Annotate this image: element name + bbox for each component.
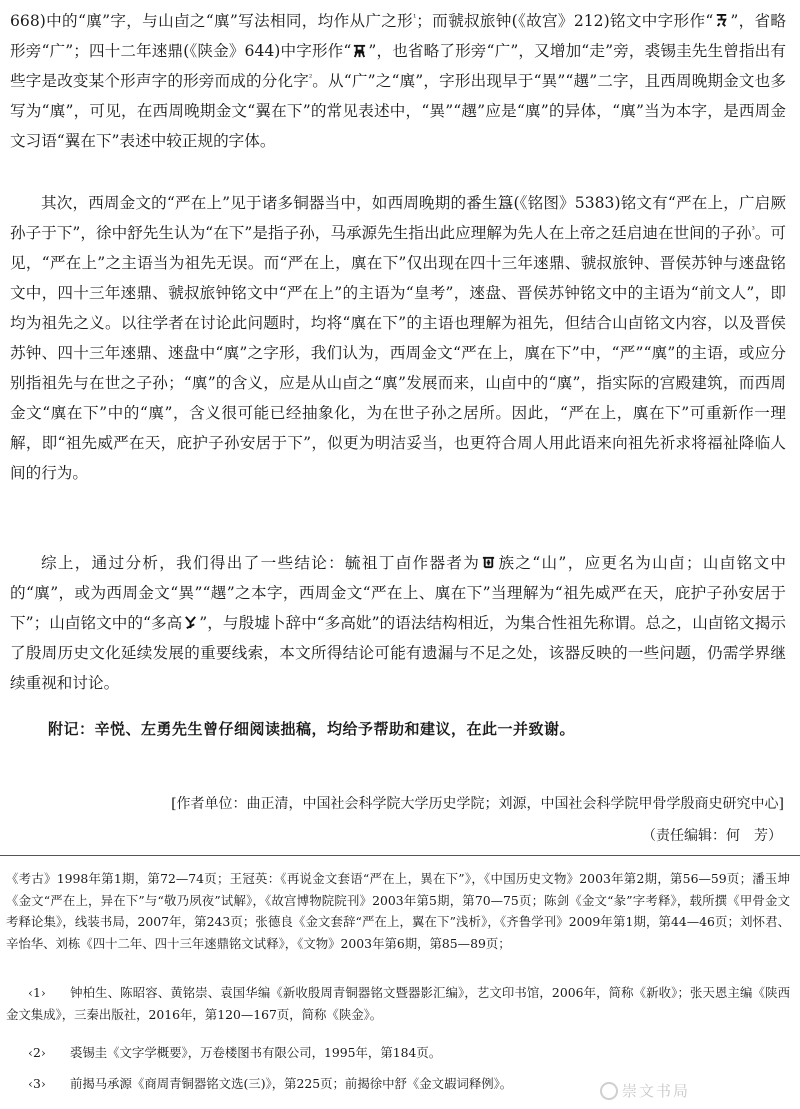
footnote-2 — [6, 1042, 790, 1064]
footnote-text: 钟柏生、陈昭容、黄铭崇、袁国华编《新收殷周青铜器铭文暨器影汇编》，艺文印书馆，2006年，简称《新收》；张天恩主编《陕西金文集成》，三秦出版社，2016年，第120—167页，简称《陕金》。 — [6, 985, 790, 1022]
footnote-continuation: 《考古》1998年第1期，第72—74页；王冠英：《再说金文套语“严在上，異在下”》，《中国历史文物》2003年第2期，第56—59页；潘玉坤《金文“严在上，异在下”与“敬乃夙夜”试解》，《故宫博物院院刊》2003年第5期，第70—75页；陈剑《金文“彖”字考释》，载所撰《甲骨金文考释论集》，线装书局，2007年，第243页；张德良《金文套辞“严在上，翼在下”浅析》，《齐鲁学刊》2009年第1期，第44—46页；刘怀君、辛怡华、刘栋《四十二年、四十三年逨鼎铭文试释》，《文物》2003年第6期，第85—89页； — [6, 871, 790, 951]
text-run: ”，省略形旁“广”；四十二年逨鼎(《陕金》644)中字形作“ — [10, 12, 786, 60]
text-run: ”，与殷墟卜辞中“多高妣”的语法结构相近，为集合性祖先称谓。总之，山卣铭文揭示了殷周历史文化延续发展的重要线索，本文所得结论可能有遗漏与不足之处，该器反映的一些问题，仍需学界继续重视和讨论。 — [10, 614, 786, 692]
text-run: ；而虢叔旅钟(《故宫》212)铭文中字形作“ — [416, 12, 714, 30]
body-paragraph-2 — [10, 188, 786, 488]
text-run: 668)中的“廙”字，与山卣之“廙”写法相同，均作从广之形 — [10, 12, 414, 30]
ancestor-glyph-icon — [183, 615, 198, 630]
watermark-text: 崇文书局 — [622, 1082, 691, 1100]
bronze-glyph-icon — [714, 13, 729, 28]
footnote-ref-1[interactable]: ¹ — [413, 12, 417, 22]
acknowledgement: 附记：辛悦、左勇先生曾仔细阅读拙稿，均给予帮助和建议，在此一并致谢。 — [48, 720, 576, 738]
body-paragraph-1 — [10, 6, 786, 156]
footnote-number: ‹1› — [28, 985, 46, 1000]
clan-glyph-icon — [481, 555, 496, 570]
text-run: 综上，通过分析，我们得出了一些结论：毓祖丁卣作器者为 — [41, 554, 481, 572]
footnote-1 — [6, 982, 790, 1025]
text-run: 其次，西周金文的“严在上”见于诸多铜器当中，如西周晚期的番生簋(《铭图》5383)铭文有“严在上，广启厥孙子于下”，徐中舒先生认为“在下”是指子孙，马承源先生指出此应理解为先人在上帝之廷启迪在世间的子孙 — [10, 194, 786, 242]
text-run: 族之“山”，应更名为山卣；山卣铭文中的“廙”，或为西周金文“異”“趩”之本字，西周金文“严在上、廙在下”当理解为“祖先威严在天，庇护子孙安居于下”；山卣铭文中的“多高 — [10, 554, 786, 632]
footnote-text: 前揭马承源《商周青铜器铭文选(三)》，第225页；前揭徐中舒《金文嘏词释例》。 — [70, 1076, 513, 1091]
bronze-glyph-icon — [352, 43, 367, 58]
footnote-text: 裘锡圭《文字学概要》，万卷楼图书有限公司，1995年，第184页。 — [70, 1045, 442, 1060]
text-run: ”，也省略了形旁“广”，又增加“走”旁，裘锡圭先生曾指出有些字是改变某个形声字的形旁而成的分化字 — [10, 42, 786, 90]
responsible-editor: （责任编辑：何 芳） — [642, 828, 782, 844]
footnote-ref-2[interactable]: ² — [308, 72, 313, 82]
watermark — [600, 1080, 740, 1104]
text-run: 。从“广”之“廙”，字形出现早于“異”“趩”二字，且西周晚期金文也多写为“廙”，可见，在西周晚期金文“翼在下”的常见表述中，“異”“趩”应是“廙”的异体，“廙”当为本字，是西周金文习语“翼在下”表述中较正规的字体。 — [10, 72, 786, 150]
body-paragraph-3 — [10, 548, 786, 698]
footnote-number: ‹3› — [28, 1076, 46, 1091]
text-run: 。可见，“严在上”之主语当为祖先无误。而“严在上，廙在下”仅出现在四十三年逨鼎、虢叔旅钟、晋侯苏钟与逨盘铭文中，四十三年逨鼎、虢叔旅钟铭文中“严在上”的主语为“皇考”，逨盘、晋侯苏钟铭文中的主语为“前文人”，即均为祖先之义。以往学者在讨论此问题时，均将“廙在下”的主语也理解为祖先，但结合山卣铭文内容，以及晋侯苏钟、四十三年逨鼎、逨盘中“廙”之字形，我们认为，西周金文“严在上，廙在下”中，“严”“廙”的主语，或应分别指祖先与在世之子孙；“廙”的含义，应是从山卣之“廙”发展而来，山卣中的“廙”，指实际的宫殿建筑，而西周金文“廙在下”中的“廙”，含义很可能已经抽象化，为在世子孙之居所。因此，“严在上，廙在下”可重新作一理解，即“祖先威严在天，庇护子孙安居于下”，似更为明洁妥当，也更符合周人用此语来向祖先祈求将福祉降临人间的行为。 — [10, 224, 786, 482]
author-affiliation: [作者单位：曲正清，中国社会科学院大学历史学院；刘源，中国社会科学院甲骨学殷商史研究中心] — [171, 796, 784, 812]
watermark-logo-icon — [600, 1082, 618, 1100]
footnote-number: ‹2› — [28, 1045, 46, 1060]
footnote-ref-3[interactable]: ³ — [751, 224, 755, 234]
footnote-divider — [0, 855, 800, 856]
